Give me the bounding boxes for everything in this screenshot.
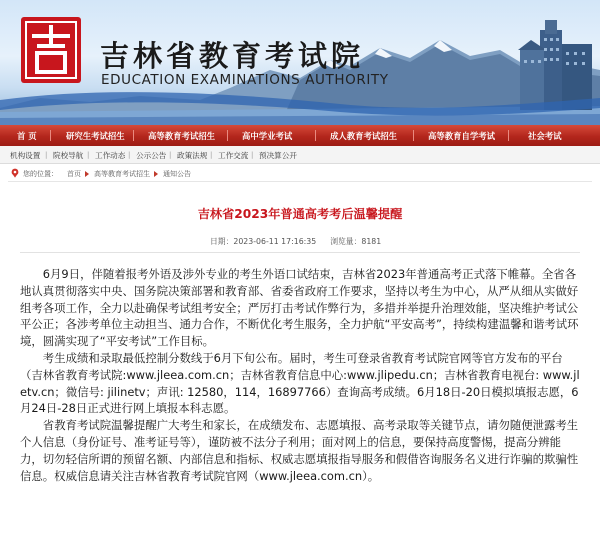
subnav-org[interactable]: 机构设置: [10, 151, 41, 160]
subnav-news[interactable]: 工作动态: [95, 151, 126, 160]
nav-high-school[interactable]: 高中学业考试: [242, 131, 293, 141]
nav-separator: [508, 130, 509, 141]
subnav-separator: |: [251, 151, 254, 159]
divider: [20, 252, 580, 253]
nav-separator: [413, 130, 414, 141]
subnav-notices[interactable]: 公示公告: [136, 151, 167, 160]
subnav-separator: |: [87, 151, 90, 159]
subnav-separator: |: [169, 151, 172, 159]
subnav-budget[interactable]: 预决算公开: [259, 151, 297, 160]
breadcrumb-prefix: 您的位置：: [23, 170, 58, 178]
header-banner: [0, 0, 600, 125]
subnav-separator: |: [45, 151, 48, 159]
nav-home[interactable]: 首 页: [17, 131, 37, 141]
article-paragraph: 省教育考试院温馨提醒广大考生和家长，在成绩发布、志愿填报、高考录取等关键节点，请勿随便泄露考生个人信息（身份证号、准考证号等），谨防被不法分子利用；面对网上的信息，要保持高度警惕，提高分辨能力，切勿轻信所谓的预留名额、内部信息和指标、权威志愿填报指导服务和假借咨询服务名义进行诈骗的欺骗性信息。权威信息请关注吉林省教育考试院官网（www.jleea.com.cn）。: [20, 418, 579, 483]
article-date: 2023-06-11 17:16:35: [233, 237, 317, 246]
breadcrumb-notices[interactable]: 通知公告: [163, 170, 191, 178]
article-title: 吉林省2023年普通高考考后温馨提醒: [197, 207, 403, 221]
nav-self-study[interactable]: 高等教育自学考试: [428, 131, 495, 141]
nav-separator: [315, 130, 316, 141]
nav-postgraduate[interactable]: 研究生考试招生: [66, 131, 125, 141]
sub-nav: [0, 146, 600, 164]
breadcrumb-higher-education[interactable]: 高等教育考试招生: [94, 170, 150, 178]
subnav-separator: |: [128, 151, 131, 159]
nav-separator: [133, 130, 134, 141]
subnav-schools[interactable]: 院校导航: [53, 151, 84, 160]
nav-separator: [50, 130, 51, 141]
chevron-right-icon: [154, 171, 158, 177]
subnav-separator: |: [210, 151, 213, 159]
site-title-en: EDUCATION EXAMINATIONS AUTHORITY: [101, 72, 389, 88]
subnav-policy[interactable]: 政策法规: [177, 151, 208, 160]
nav-social-exams[interactable]: 社会考试: [528, 131, 562, 141]
article-body: [20, 266, 580, 484]
breadcrumb: [0, 167, 600, 180]
subnav-exchange[interactable]: 工作交流: [218, 151, 249, 160]
view-count: 8181: [361, 237, 382, 246]
article-paragraph: 6月9日，伴随着报考外语及涉外专业的考生外语口试结束，吉林省2023年普通高考正式落下帷幕。全省各地认真贯彻落实中央、国务院决策部署和教育部、省委省政府工作要求，坚持以考生为中心，从严从细从实做好组考各项工作，全力以赴确保考试组考安全；严厉打击考试作弊行为，多措并举提升治理效能，坚决维护考试公平公正；各涉考单位主动担当、通力合作，不断优化考生服务，全力护航“平安高考”，持续构建温馨和谐考试环境，圆满实现了“平安考试”工作目标。: [20, 267, 579, 349]
breadcrumb-home[interactable]: 首页: [67, 170, 81, 178]
location-icon: [10, 168, 20, 178]
site-title-cn: 吉林省教育考试院: [100, 39, 365, 73]
article-meta: [210, 236, 381, 247]
divider: [8, 181, 592, 182]
date-label: 日期：: [210, 237, 234, 246]
nav-separator: [227, 130, 228, 141]
main-nav: [0, 125, 600, 146]
nav-higher-education[interactable]: 高等教育考试招生: [148, 131, 215, 141]
article-paragraph: 考生成绩和录取最低控制分数线于6月下旬公布。届时，考生可登录省教育考试院官网等官方发布的平台（吉林省教育考试院:www.jleea.com.cn；吉林省教育信息中心:www.jlipedu.cn；吉林省教育电视台: www.jletv.cn；微信号: jilinetv；声讯: 12580，114，16897766）查询高考成绩。6月18日-20日模拟填报志愿，6月24日-28日正式进行网上填报本科志愿。: [20, 350, 580, 416]
views-label: 浏览量：: [330, 237, 362, 246]
chevron-right-icon: [85, 171, 89, 177]
seal-logo: [20, 16, 82, 84]
nav-adult-education[interactable]: 成人教育考试招生: [330, 131, 397, 141]
